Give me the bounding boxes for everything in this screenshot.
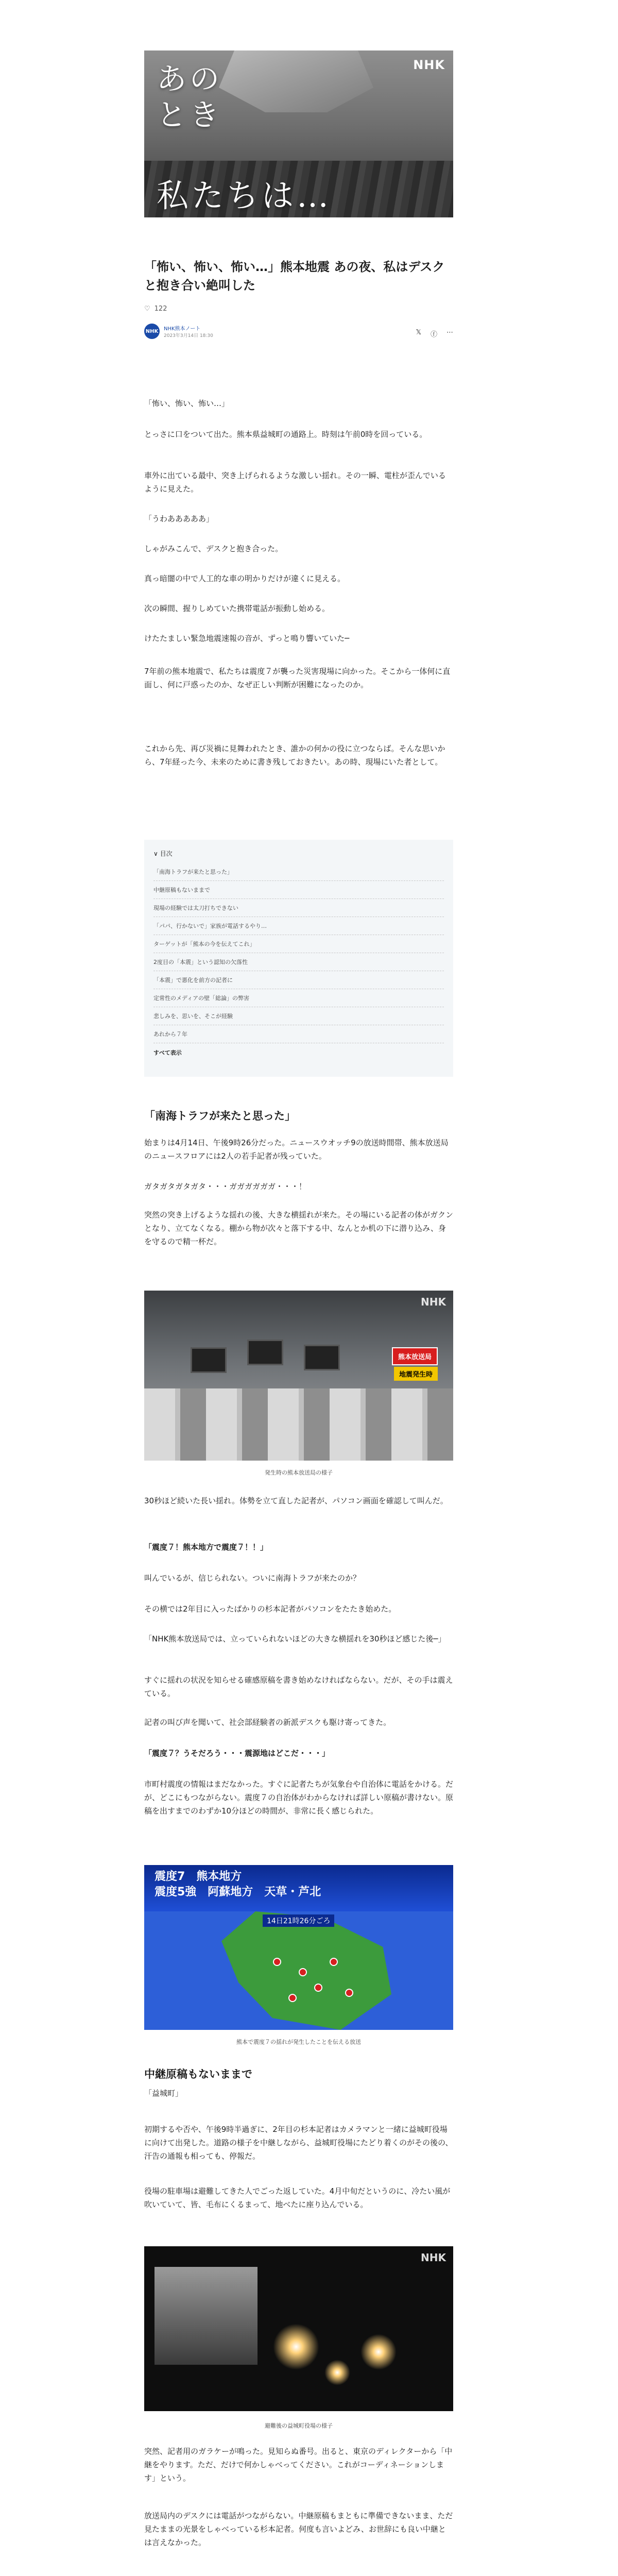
image-caption: 発生時の熊本放送局の様子 [265,1469,333,1476]
paragraph: 始まりは4月14日、午後9時26分だった。ニュースウオッチ9の放送時間帯、熊本放送局のニュースフロアには2人の若手記者が残っていた。 [144,1138,449,1161]
toc-item[interactable]: 悲しみを、思いを、そこが経験 [153,1007,444,1025]
toc-item[interactable]: 「本震」で悪化を前方の記者に [153,971,444,989]
image-caption: 避難後の益城町役場の様子 [265,2422,333,2429]
paragraph: 真っ暗闇の中で人工的な車の明かりだけが違くに見える。 [144,574,346,583]
time-badge: 地震発生時 [394,1367,438,1381]
toc-item[interactable]: 現場の経験では太刀打ちできない [153,899,444,917]
castle-roof [219,50,373,112]
author-block[interactable] [144,324,213,339]
publish-date: 2023年3月14日 18:30 [164,333,213,338]
heart-icon: ♡ [144,305,150,313]
more-icon[interactable]: ⋯ [447,329,453,336]
like-button[interactable] [144,305,167,313]
paragraph: 「怖い、怖い、怖い…」 [144,399,230,408]
monitor [247,1340,283,1365]
table-of-contents [144,840,453,1077]
like-count: 122 [154,305,167,313]
paragraph: 7年前の熊本地震で、私たちは震度７が襲った災害現場に向かった。そこから一体何に直面し、何に戸惑ったのか、なぜ正しい判断が困難になったのか。 [144,667,451,689]
intensity-dot [314,1984,322,1992]
paragraph: 突然の突き上げるような揺れの後、大きな横揺れが来た。その場にいる記者の体がガクンとなり、立てなくなる。棚から物が次々と落下する中、なんとか机の下に潜り込み、身を守るので精一杯だ。 [144,1210,454,1246]
toc-item[interactable]: 2度目の「本震」という認知の欠落性 [153,953,444,971]
time-label: 14日21時26分ごろ [263,1914,334,1927]
light [273,2324,319,2370]
paragraph: 役場の駐車場は避難してきた人でごった返していた。4月中旬だというのに、冷たい風が吹いていて、皆、毛布にくるまって、地べたに座り込んでいる。 [144,2187,451,2209]
intensity-banner: 震度7 熊本地方 震度5強 阿蘇地方 天草・芦北 [144,1865,453,1911]
section-heading: 中継原稿もないままで [144,2068,252,2080]
hero-image [144,50,453,217]
paragraph: 「うわあああああ」 [144,514,214,523]
toc-item[interactable]: ターゲットが「熊本の今を伝えてこれ」 [153,935,444,953]
paragraph: 「震度７？うそだろう・・・震源地はどこだ・・・」 [144,1749,330,1758]
nhk-logo: NHK [421,1296,446,1308]
intensity-dot [273,1958,281,1966]
paragraph: 突然、記者用のガラケーが鳴った。見知らぬ番号。出ると、東京のディレクターから「中継をやります。ただ、だけで何かしゃべってください。これがコーディネーションします」という。 [144,2447,453,2483]
paragraph: すぐに揺れの状況を知らせる確感原稿を書き始めなければならない。だが、その手は震えている。 [144,1675,453,1698]
toc-item[interactable]: 「南海トラフが来たと思った」 [153,863,444,881]
toc-show-all[interactable]: すべて表示 [153,1049,182,1056]
station-badge: 熊本放送局 [392,1347,438,1365]
paragraph: 「震度７！熊本地方で震度７！！」 [144,1543,268,1552]
building [154,2267,258,2365]
monitor [191,1347,227,1373]
paragraph: 初期するや否や、午後9時半過ぎに、2年目の杉本記者はカメラマンと一緒に益城町役場に向けて出発した。道路の様子を中継しながら、益城町役場にたどり着くのがその後の、汗告の通報も相っても、停報だ。 [144,2125,453,2161]
newsroom-photo [144,1291,453,1461]
paragraph: ガタガタガタガタ・・・ガガガガガガ・・・！ [144,1182,307,1191]
section-heading: 「南海トラフが来たと思った」 [144,1110,296,1122]
share-buttons [416,329,454,338]
paragraph: とっさに口をついて出た。熊本県益城町の通路上。時刻は午前0時を回っている。 [144,430,427,439]
toc-item[interactable]: 中継原稿もないままで [153,881,444,899]
paragraph: これから先、再び災禍に見舞われたとき、誰かの何かの役に立つならば。そんな思いから、7年経った今、未来のために書き残しておきたい。あの時、現場にいた者として。 [144,744,445,767]
quake-map-broadcast [144,1865,453,2030]
paragraph: 記者の叫び声を聞いて、社会部経験者の新派デスクも駆け寄ってきた。 [144,1718,391,1727]
toc-title[interactable]: ∨ 目次 [153,850,173,857]
nhk-logo: NHK [413,58,445,72]
x-share-icon[interactable]: 𝕏 [416,329,421,336]
paragraph: けたたましい緊急地震速報の音が、ずっと鳴り響いていた─ [144,634,350,643]
hero-title: あの とき [157,61,223,132]
avatar: NHK [144,324,160,339]
light [360,2334,397,2370]
nhk-logo: NHK [421,2251,446,2264]
hero-subtitle: 私たちは… [157,177,332,214]
paragraph: 市町村震度の情報はまだなかった。すぐに記者たちが気象台や自治体に電話をかける。だが、どこにもつながらない。震度７の自治体がわからなければ詳しい原稿が書けない。原稿を出すまでのわずか10分ほどの時間が、非常に長く感じられた。 [144,1780,454,1816]
paragraph: 叫んでいるが、信じられない。ついに南海トラフが来たのか？ [144,1573,361,1583]
toc-item[interactable]: 「パパ、行かないで」家族が電話するやり… [153,917,444,935]
desks [144,1388,453,1461]
paragraph: 30秒ほど続いた長い揺れ。体勢を立て直した記者が、パソコン画面を確認して叫んだ。 [144,1496,448,1505]
intensity-dot [345,1989,353,1997]
light [324,2360,350,2385]
paragraph: 車外に出ている最中、突き上げられるような激しい揺れ。その一瞬、電柱が歪んでいるように見えた。 [144,471,446,494]
toc-item[interactable]: 定常性のメディアの壁「総論」の弊害 [153,989,444,1007]
article-title: 「怖い、怖い、怖い…」熊本地震 あの夜、私はデスクと抱き合い絶叫した [144,260,445,293]
evacuation-night-photo [144,2246,453,2411]
paragraph: その横では2年目に入ったばかりの杉本記者がパソコンをたたき始めた。 [144,1604,397,1614]
paragraph: 放送局内のデスクには電話がつながらない。中継原稿もまともに準備できないまま、ただ見たままの光景をしゃべっている杉本記者。何度も言いよどみ、お世辞にも良い中継とは言えなかった。 [144,2511,453,2547]
paragraph: 次の瞬間、握りしめていた携帯電話が振動し始める。 [144,604,330,613]
paragraph: しゃがみこんで、デスクと抱き合った。 [144,544,283,553]
image-caption: 熊本で震度７の揺れが発生したことを伝える放送 [236,2039,361,2045]
section-subheading: 「益城町」 [144,2089,183,2098]
facebook-share-icon[interactable]: ⓕ [430,331,437,338]
author-name: NHK熊本ノート [164,326,201,332]
intensity-dot [330,1958,338,1966]
intensity-dot [299,1968,307,1976]
paragraph: 「NHK熊本放送局では、立っていられないほどの大きな横揺れを30秒ほど感じた後─」 [144,1634,446,1643]
monitor [304,1345,340,1370]
intensity-dot [288,1994,297,2002]
toc-item[interactable]: あれから７年 [153,1025,444,1043]
